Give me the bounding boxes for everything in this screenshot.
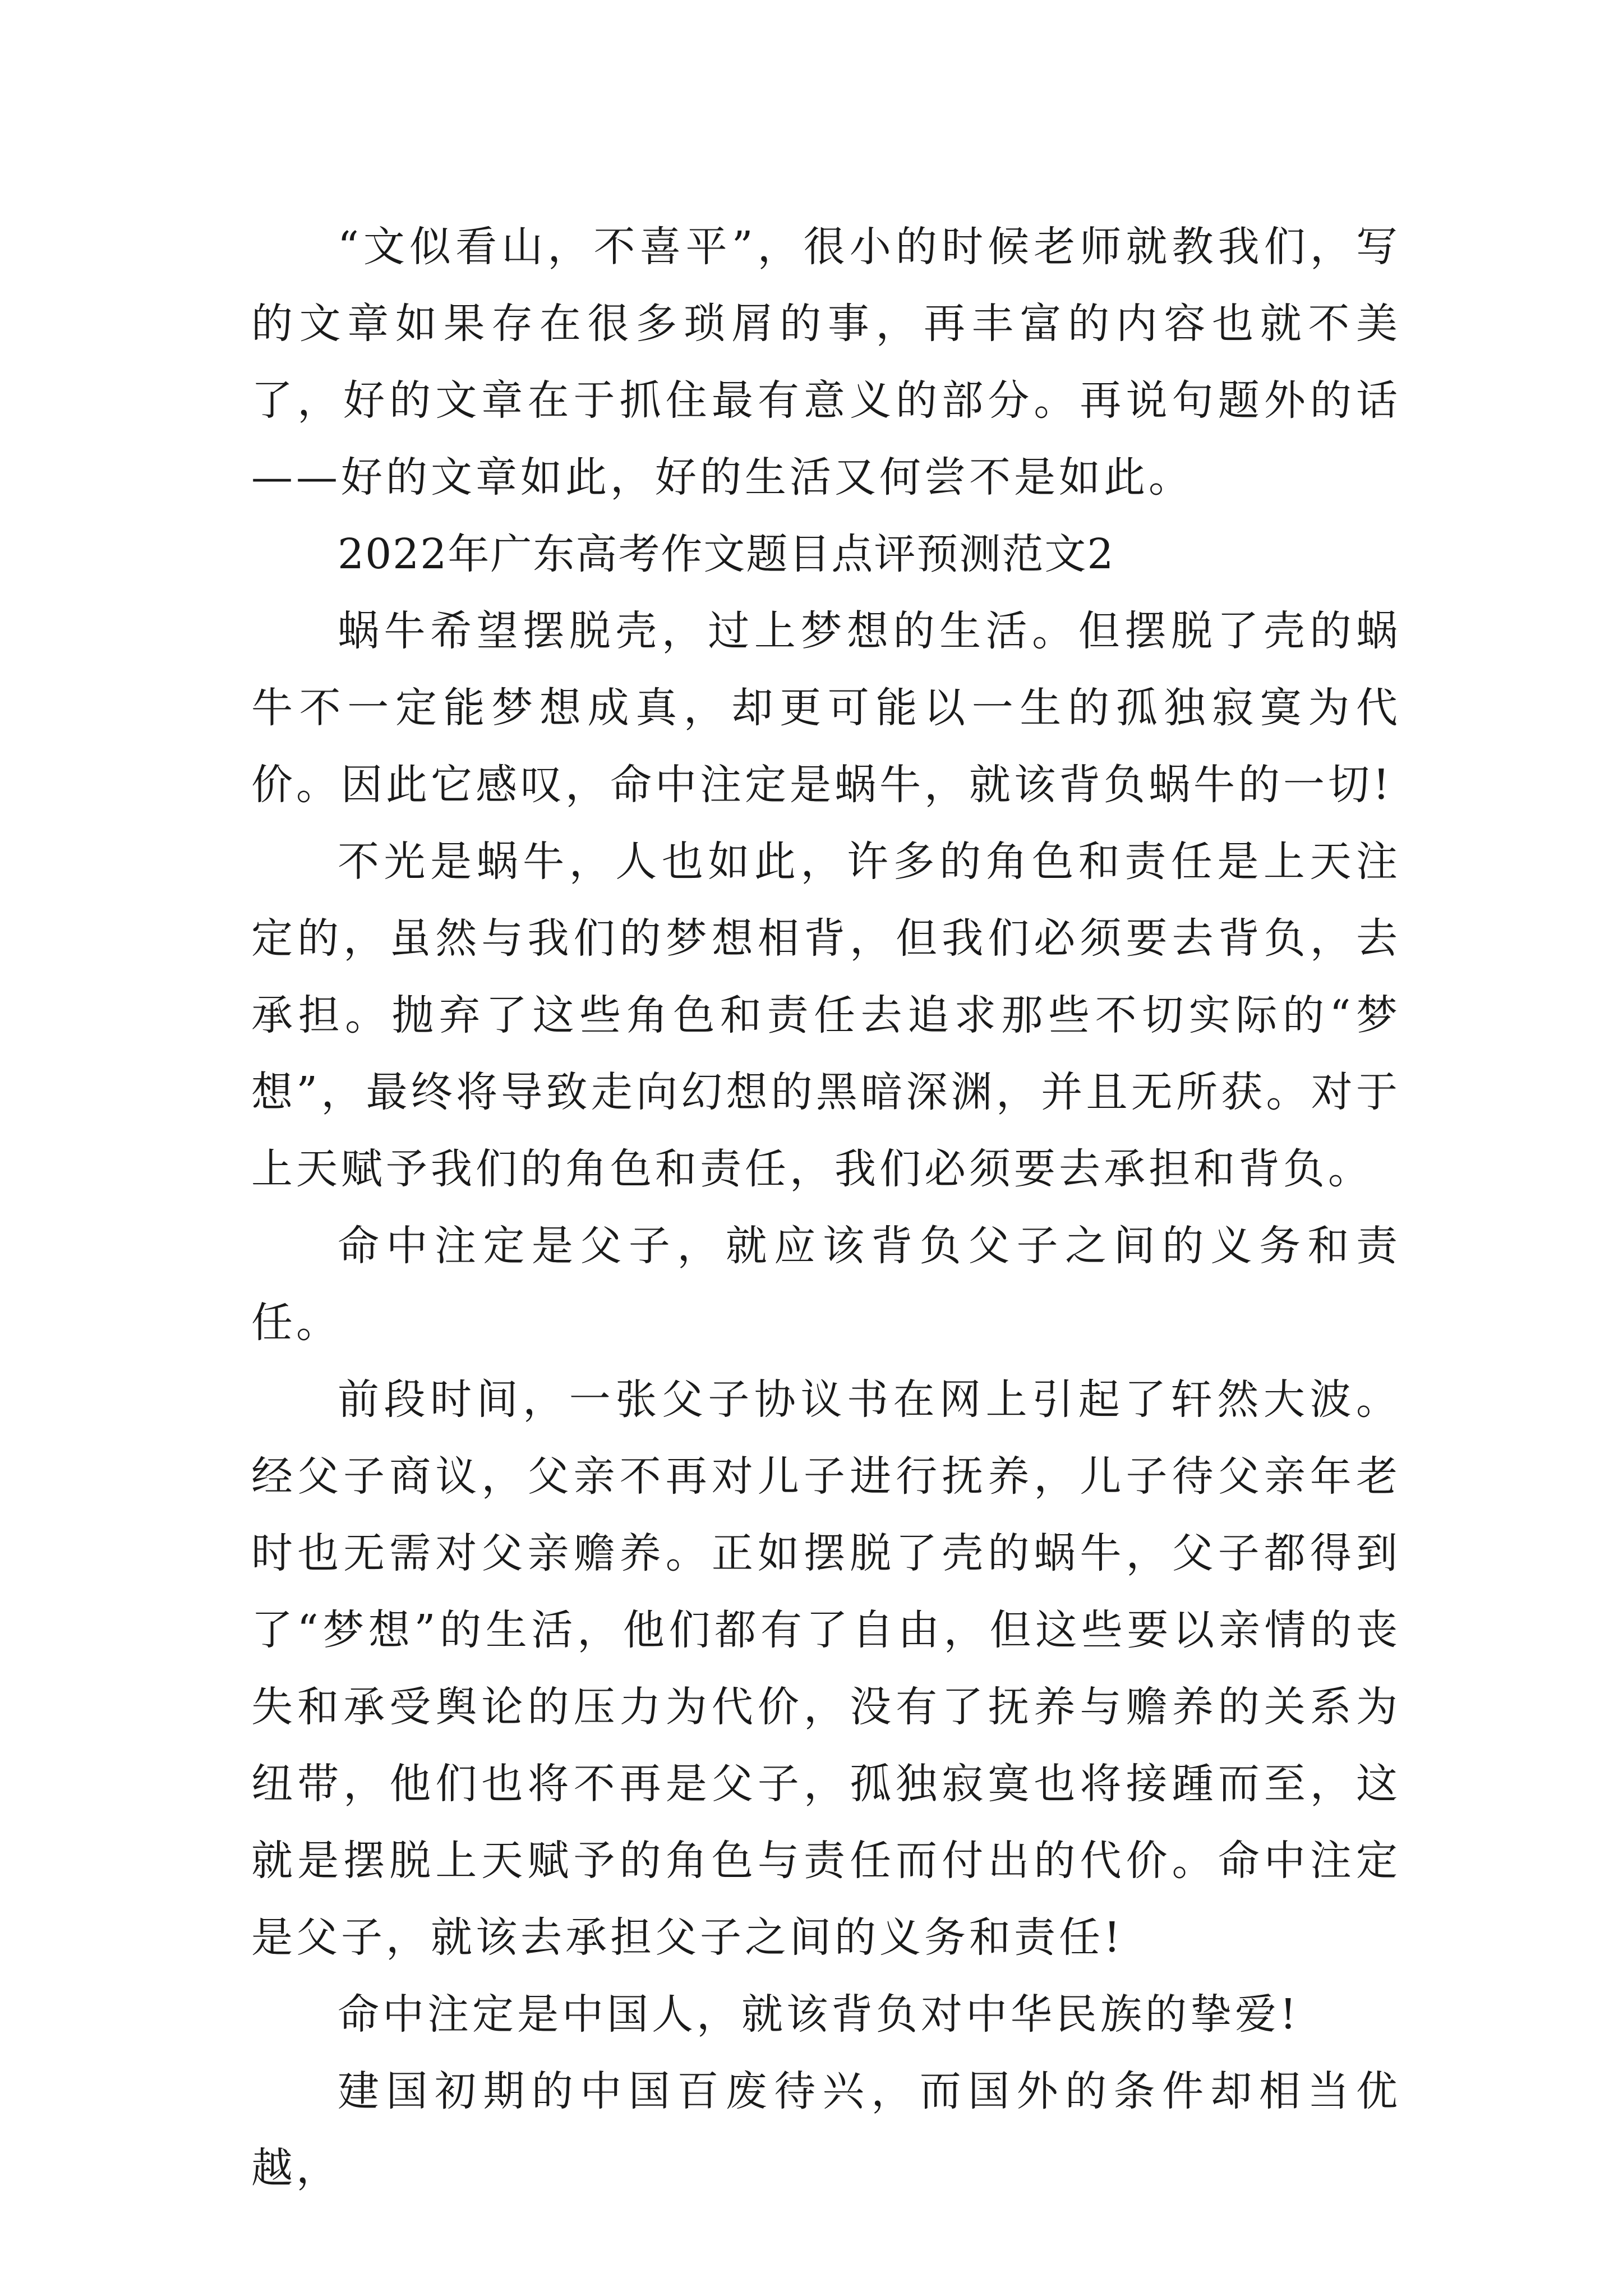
paragraph-2: 蜗牛希望摆脱壳，过上梦想的生活。但摆脱了壳的蜗牛不一定能梦想成真，却更可能以一生的孤独寂寞为代价。因此它感叹，命中注定是蜗牛，就该背负蜗牛的一切! xyxy=(251,607,1401,809)
paragraph-5: 前段时间，一张父子协议书在网上引起了轩然大波。经父子商议，父亲不再对儿子进行抚养，儿子待父亲年老时也无需对父亲赡养。正如摆脱了壳的蜗牛，父子都得到了“梦想”的生活，他们都有了自由，但这些要以亲情的丧失和承受舆论的压力为代价，没有了抚养与赡养的关系为纽带，他们也将不再是父子，孤独寂寞也将接踵而至，这就是摆脱上天赋予的角色与责任而付出的代价。命中注定是父子，就该去承担父子之间的义务和责任! xyxy=(251,1375,1401,1962)
paragraph-4: 命中注定是父子，就应该背负父子之间的义务和责任。 xyxy=(251,1222,1401,1347)
paragraph-6: 命中注定是中国人，就该背负对中华民族的挚爱! xyxy=(338,1990,1300,2039)
section-heading: 2022年广东高考作文题目点评预测范文2 xyxy=(338,530,1115,578)
paragraph-1: “文似看山，不喜平”，很小的时候老师就教我们，写的文章如果存在很多琐屑的事，再丰富的内容也就不美了，好的文章在于抓住最有意义的部分。再说句题外的话——好的文章如此，好的生活又何尝不是如此。 xyxy=(251,223,1401,501)
document-body xyxy=(251,209,1401,2207)
paragraph-3: 不光是蜗牛，人也如此，许多的角色和责任是上天注定的，虽然与我们的梦想相背，但我们必须要去背负，去承担。抛弃了这些角色和责任去追求那些不切实际的“梦想”，最终将导致走向幻想的黑暗深渊，并且无所获。对于上天赋予我们的角色和责任，我们必须要去承担和背负。 xyxy=(251,838,1401,1193)
paragraph-7: 建国初期的中国百废待兴，而国外的条件却相当优越， xyxy=(251,2067,1401,2192)
